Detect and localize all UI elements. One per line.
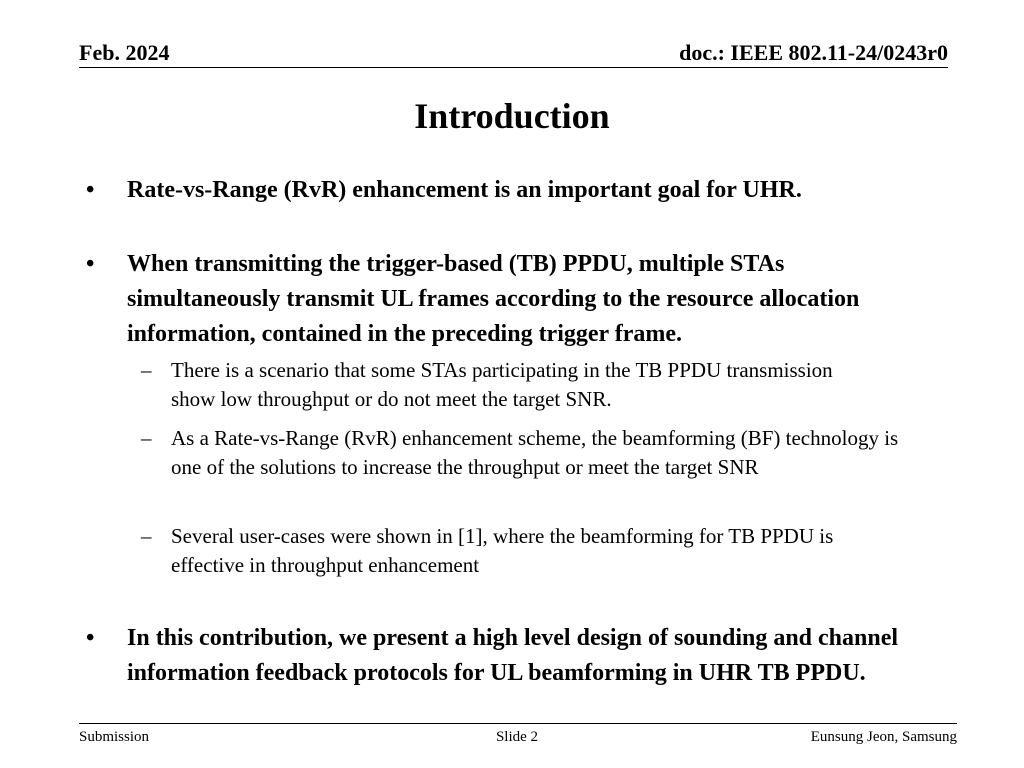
sub-item-text: As a Rate-vs-Range (RvR) enhancement scheme, the beamforming (BF) technology is one of the solutions to increase the throughput or meet the target SNR	[171, 426, 899, 479]
footer-divider	[79, 723, 957, 724]
sub-item-text: There is a scenario that some STAs participating in the TB PPDU transmission show low throughput or do not meet the target SNR.	[171, 358, 833, 411]
bullet-text: In this contribution, we present a high level design of sounding and channel information feedback protocols for UL beamforming in UHR TB PPDU.	[127, 625, 899, 686]
footer-slide-number: Slide 2	[495, 729, 539, 745]
footer-submission: Submission	[79, 729, 150, 745]
bullet-item-1	[86, 173, 957, 208]
header-doc-id: doc.: IEEE 802.11-24/0243r0	[679, 40, 948, 65]
bullet-text: When transmitting the trigger-based (TB) PPDU, multiple STAs simultaneously transmit UL frames according to the resource allocation information, contained in the preceding trigger frame.	[127, 251, 860, 347]
sub-item-2	[141, 424, 921, 482]
bullet-item-3	[86, 621, 947, 691]
bullet-item-2	[86, 247, 927, 352]
slide-title: Introduction	[414, 96, 610, 136]
sub-item-text: Several user-cases were shown in [1], where the beamforming for TB PPDU is effective in throughput enhancement	[171, 524, 834, 577]
bullet-icon: •	[86, 251, 95, 277]
footer-author: Eunsung Jeon, Samsung	[810, 729, 957, 745]
dash-icon: –	[141, 426, 152, 450]
dash-icon: –	[141, 358, 152, 382]
bullet-icon: •	[86, 177, 95, 203]
bullet-icon: •	[86, 625, 95, 651]
bullet-text: Rate-vs-Range (RvR) enhancement is an important goal for UHR.	[127, 177, 802, 203]
sub-item-1	[141, 356, 861, 414]
dash-icon: –	[141, 524, 152, 548]
sub-item-3	[141, 522, 901, 580]
header-date: Feb. 2024	[79, 40, 170, 65]
